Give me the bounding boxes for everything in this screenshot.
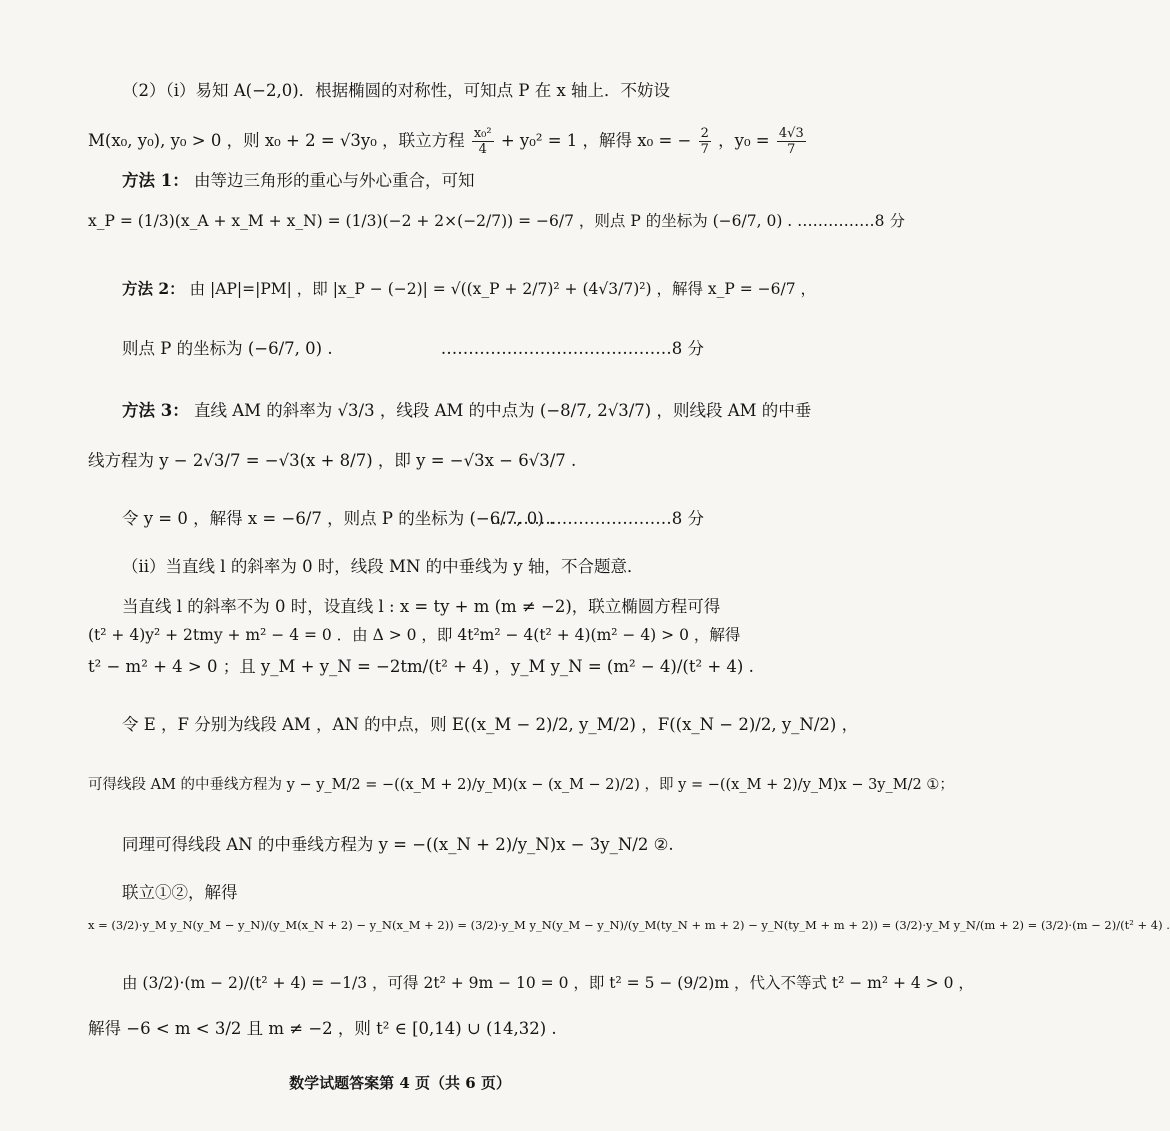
line-point-m-text: M(x₀, y₀), y₀ > 0 ，则 x₀ + 2 = √3y₀ ，联立方程 (88, 131, 465, 150)
method3-score: ……………………………8 分 (490, 509, 704, 528)
part2ii-line-quadratic: (t² + 4)y² + 2tmy + m² − 4 = 0 ．由 Δ > 0 ，即 4t²m² − 4(t² + 4)(m² − 4) > 0 ，解得 (88, 626, 741, 644)
method2-score: ……………………………………8 分 (440, 339, 704, 358)
method3-line (122, 400, 812, 422)
line-point-m-solve: + y₀² = 1 ，解得 x₀ = − (500, 131, 692, 150)
method2-text: 由 |AP|=|PM| ，即 |x_P − (−2)| = √((x_P + 2/7)² + (4√3/7)²) ，解得 x_P = −6/7 ， (189, 280, 816, 298)
method3-label: 方法 3： (122, 401, 189, 420)
method1-label: 方法 1： (122, 171, 189, 190)
part2ii-line-vieta: t² − m² + 4 > 0 ；且 y_M + y_N = −2tm/(t² + 4) ，y_M y_N = (m² − 4)/(t² + 4) . (88, 657, 754, 676)
method3-bisector: 线方程为 y − 2√3/7 = −√3(x + 8/7) ，即 y = −√3x − 6√3/7 . (88, 451, 577, 470)
method2-label: 方法 2： (122, 279, 185, 298)
method1-text: 由等边三角形的重心与外心重合，可知 (193, 171, 475, 190)
combine-formula: x = (3/2)·y_M y_N(y_M − y_N)/(y_M(x_N + 2) − y_N(x_M + 2)) = (3/2)·y_M y_N(y_M − y_N)/(y_M(ty_N + m + 2) − y_N(ty_M + m + 2)) = (3/2)·y_M y_N/(m + 2) = (3/2)·(m − 2)/(t² + 4) . (88, 918, 1170, 932)
bisector-am-line: 可得线段 AM 的中垂线方程为 y − y_M/2 = −((x_M + 2)/y_M)(x − (x_M − 2)/2) ，即 y = −((x_M + 2)/y_M)x − 3y_M/2 ①； (88, 777, 954, 793)
combine-heading: 联立①②，解得 (122, 883, 238, 902)
part2ii-intro: （ⅱ）当直线 l 的斜率为 0 时，线段 MN 的中垂线为 y 轴，不合题意． (122, 557, 644, 576)
method2-result (122, 338, 760, 360)
fraction-4root3-7: $\frac{4√3}{7}$ (778, 126, 804, 157)
method3-text: 直线 AM 的斜率为 √3/3 ，线段 AM 的中点为 (−8/7, 2√3/7) ，则线段 AM 的中垂 (193, 401, 812, 420)
fraction-2-7: $\frac{2}{7}$ (700, 126, 709, 157)
page-footer: 数学试题答案第 4 页（共 6 页） (289, 1074, 511, 1092)
conclusion-line: 解得 −6 < m < 3/2 且 m ≠ −2 ，则 t² ∈ [0,14) ∪ (14,32) . (88, 1019, 557, 1038)
method3-result (122, 508, 760, 530)
method1-formula-text: x_P = (1/3)(x_A + x_M + x_N) = (1/3)(−2 + 2×(−2/7)) = −6/7 ，则点 P 的坐标为 (−6/7, 0) . (88, 212, 793, 230)
line-point-m-y0: ，y₀ = (718, 131, 770, 150)
method1-score: ……………8 分 (797, 212, 905, 230)
method3-result-text: 令 y = 0 ，解得 x = −6/7 ，则点 P 的坐标为 (−6/7, 0) . (122, 509, 555, 528)
bisector-an-line: 同理可得线段 AN 的中垂线方程为 y = −((x_N + 2)/y_N)x − 3y_N/2 ②. (122, 835, 674, 854)
method1-heading (122, 170, 760, 192)
midpoints-line: 令 E ，F 分别为线段 AM ，AN 的中点，则 E((x_M − 2)/2, y_M/2) ，F((x_N − 2)/2, y_N/2) ， (122, 715, 859, 734)
condition-line: 由 (3/2)·(m − 2)/(t² + 4) = −1/3 ，可得 2t² + 9m − 10 = 0 ，即 t² = 5 − (9/2)m ，代入不等式 t² − m² + 4 > 0 ， (122, 974, 974, 992)
line-point-m (88, 126, 804, 157)
line-part2-intro: （2）（ⅰ）易知 A(−2,0)．根据椭圆的对称性，可知点 P 在 x 轴上．不妨设 (122, 81, 671, 100)
method2-result-text: 则点 P 的坐标为 (−6/7, 0) . (122, 339, 333, 358)
method1-formula (88, 210, 905, 232)
method2-line (122, 278, 816, 300)
part2ii-line-setup: 当直线 l 的斜率不为 0 时，设直线 l : x = ty + m (m ≠ −2)，联立椭圆方程可得 (122, 597, 721, 616)
fraction-x0-squared-over-4: $\frac{\text{x₀²}}{4}$ (473, 126, 492, 157)
